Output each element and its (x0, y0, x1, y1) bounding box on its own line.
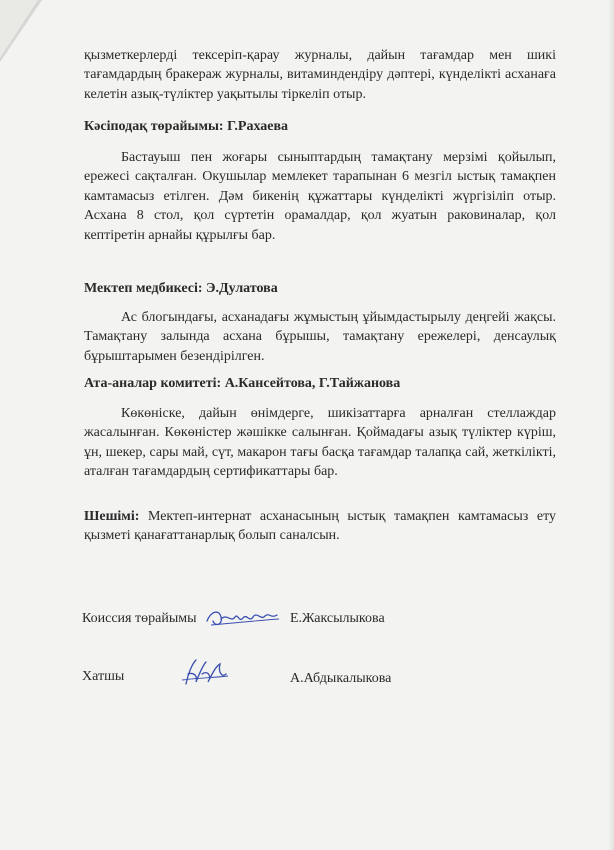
paragraph-meal-schedule: Бастауыш пен жоғары сыныптардың тамақтану мерзімі қойылып, ережесі сақталған. Окушылар мемлекет тарапынан 6 мезгіл ыстық тамақпен камтамасыз етілген. Дәм бикенің құжаттары күнделікті жүргізіліп отыр. Асхана 8 стол, қол сүртетін орамалдар, қол жуатын раковиналар, қол кептіретін арнайы құрылғы бар. (84, 150, 556, 243)
decision-text: Мектеп-интернат асханасының ыстық тамақпен камтамасыз ету қызметі қанағаттанарлық болып саналсын. (84, 509, 556, 544)
paragraph-kitchen-organization: Ас блогындағы, асханадағы жұмыстың ұйымдастырылу деңгейі жақсы. Тамақтану залында асхана бұрышы, тамақтану ережелері, денсаулық бұрыштарымен безендірілген. (84, 310, 556, 364)
page-edge-shadow (608, 0, 614, 850)
heading-parents-committee: Ата-аналар комитеті: А.Кансейтова, Г.Тайжанова (84, 376, 401, 391)
secretary-name: А.Абдыкалыкова (290, 671, 392, 686)
chair-name: Е.Жаксылыкова (290, 611, 385, 626)
paragraph-journals: қызметкерлерді тексеріп-қарау журналы, дайын тағамдар мен шикі тағамдардың бракераж журналы, витаминдендіру дәптері, күнделікті асханаға келетін азық-түліктер уақытылы тіркеліп отыр. (84, 48, 556, 102)
page-corner-fold-inner (0, 0, 38, 58)
heading-trade-union: Кәсіподақ төрайымы: Г.Рахаева (84, 119, 289, 134)
chair-title: Коиссия төрайымы (82, 611, 197, 626)
paragraph-storage: Көкөніске, дайын өнімдерге, шикізаттарға арналған стеллаждар жасалынған. Көкөністер жәшікке салынған. Қоймадағы азық түліктер күріш, ұн, шекер, сары май, сүт, макарон тағы басқа тағамдар талапқа сай, жеткілікті, аталған тағамдардың сертификаттары бар. (84, 406, 556, 480)
secretary-title: Хатшы (82, 669, 125, 684)
heading-school-nurse: Мектеп медбикесі: Э.Дулатова (84, 281, 278, 296)
secretary-signature-icon (178, 656, 230, 690)
paragraph-decision (84, 507, 556, 546)
decision-label: Шешімі: (84, 509, 140, 524)
chair-signature-icon (203, 603, 281, 633)
